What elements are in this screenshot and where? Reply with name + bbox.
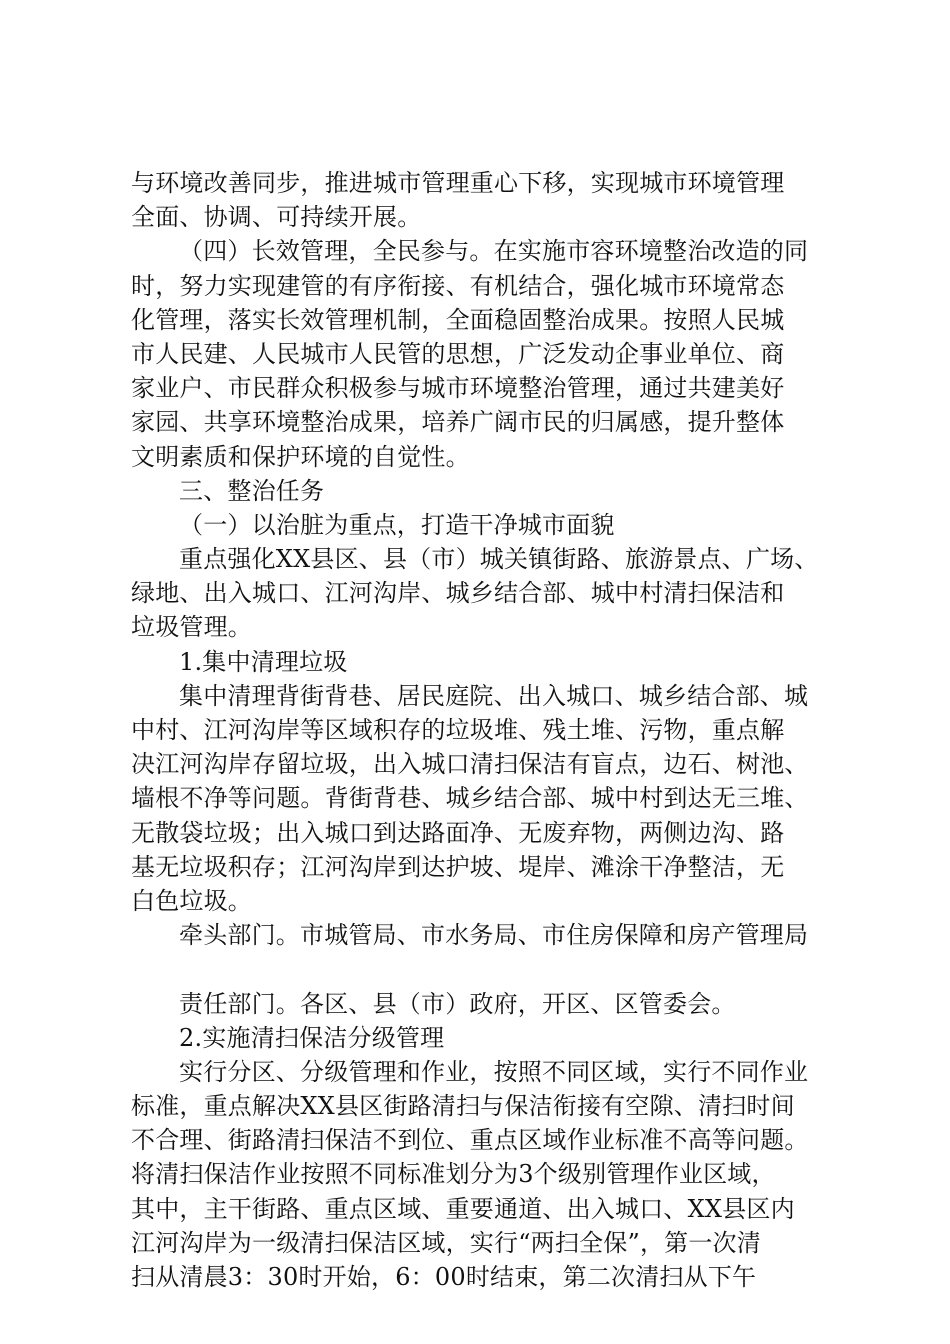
text-line: 全面、协调、可持续开展。 <box>131 203 422 232</box>
subsection-heading: （一）以治脏为重点，打造干净城市面貌 <box>179 510 615 539</box>
paragraph-start-line: 重点强化XX县区、县（市）城关镇街路、旅游景点、广场、 <box>179 545 819 574</box>
document-body <box>131 166 831 1294</box>
text-line: 基无垃圾积存；江河沟岸到达护坡、堤岸、滩涂干净整洁，无 <box>131 852 785 881</box>
blank-line <box>131 952 831 986</box>
paragraph-start-line: 集中清理背街背巷、居民庭院、出入城口、城乡结合部、城 <box>179 681 809 710</box>
text-line: 中村、江河沟岸等区域积存的垃圾堆、残土堆、污物，重点解 <box>131 716 785 744</box>
text-line: 文明素质和保护环境的自觉性。 <box>131 442 470 471</box>
text-line: 白色垃圾。 <box>131 886 252 915</box>
item-heading: 1.集中清理垃圾 <box>179 647 348 676</box>
item-heading: 2.实施清扫保洁分级管理 <box>179 1023 445 1052</box>
section-heading: 三、整治任务 <box>179 476 325 505</box>
text-line: 将清扫保洁作业按照不同标准划分为3个级别管理作业区域， <box>131 1160 776 1189</box>
text-line: 决江河沟岸存留垃圾，出入城口清扫保洁有盲点，边石、树池、 <box>131 750 809 779</box>
text-line: 垃圾管理。 <box>131 613 252 642</box>
text-line: 扫从清晨3：30时开始，6：00时结束，第二次清扫从下午 <box>131 1263 757 1291</box>
paragraph-start-line: （四）长效管理，全民参与。在实施市容环境整治改造的同 <box>179 237 809 266</box>
text-line: 墙根不净等问题。背街背巷、城乡结合部、城中村到达无三堆、 <box>131 784 809 813</box>
text-line: 市人民建、人民城市人民管的思想，广泛发动企事业单位、商 <box>131 339 785 368</box>
text-line: 与环境改善同步，推进城市管理重心下移，实现城市环境管理 <box>131 169 785 197</box>
text-line: 无散袋垃圾；出入城口到达路面净、无废弃物，两侧边沟、路 <box>131 818 785 847</box>
text-line: 化管理，落实长效管理机制，全面稳固整治成果。按照人民城 <box>131 305 785 334</box>
text-line: 标准，重点解决XX县区街路清扫与保洁衔接有空隙、清扫时间 <box>131 1092 795 1121</box>
text-line: 不合理、街路清扫保洁不到位、重点区域作业标准不高等问题。 <box>131 1126 809 1155</box>
paragraph-start-line: 实行分区、分级管理和作业，按照不同区域，实行不同作业 <box>179 1057 809 1086</box>
text-line: 家业户、市民群众积极参与城市环境整治管理，通过共建美好 <box>131 374 785 403</box>
text-line: 家园、共享环境整治成果，培养广阔市民的归属感，提升整体 <box>131 408 785 437</box>
text-line: 江河沟岸为一级清扫保洁区域，实行“两扫全保”，第一次清 <box>131 1228 761 1257</box>
responsible-department-line: 责任部门。各区、县（市）政府，开区、区管委会。 <box>179 989 736 1018</box>
lead-department-line: 牵头部门。市城管局、市水务局、市住房保障和房产管理局 <box>179 921 809 950</box>
text-line: 其中，主干街路、重点区域、重要通道、出入城口、XX县区内 <box>131 1194 795 1223</box>
text-line: 绿地、出入城口、江河沟岸、城乡结合部、城中村清扫保洁和 <box>131 579 785 608</box>
text-line: 时，努力实现建管的有序衔接、有机结合，强化城市环境常态 <box>131 271 785 300</box>
